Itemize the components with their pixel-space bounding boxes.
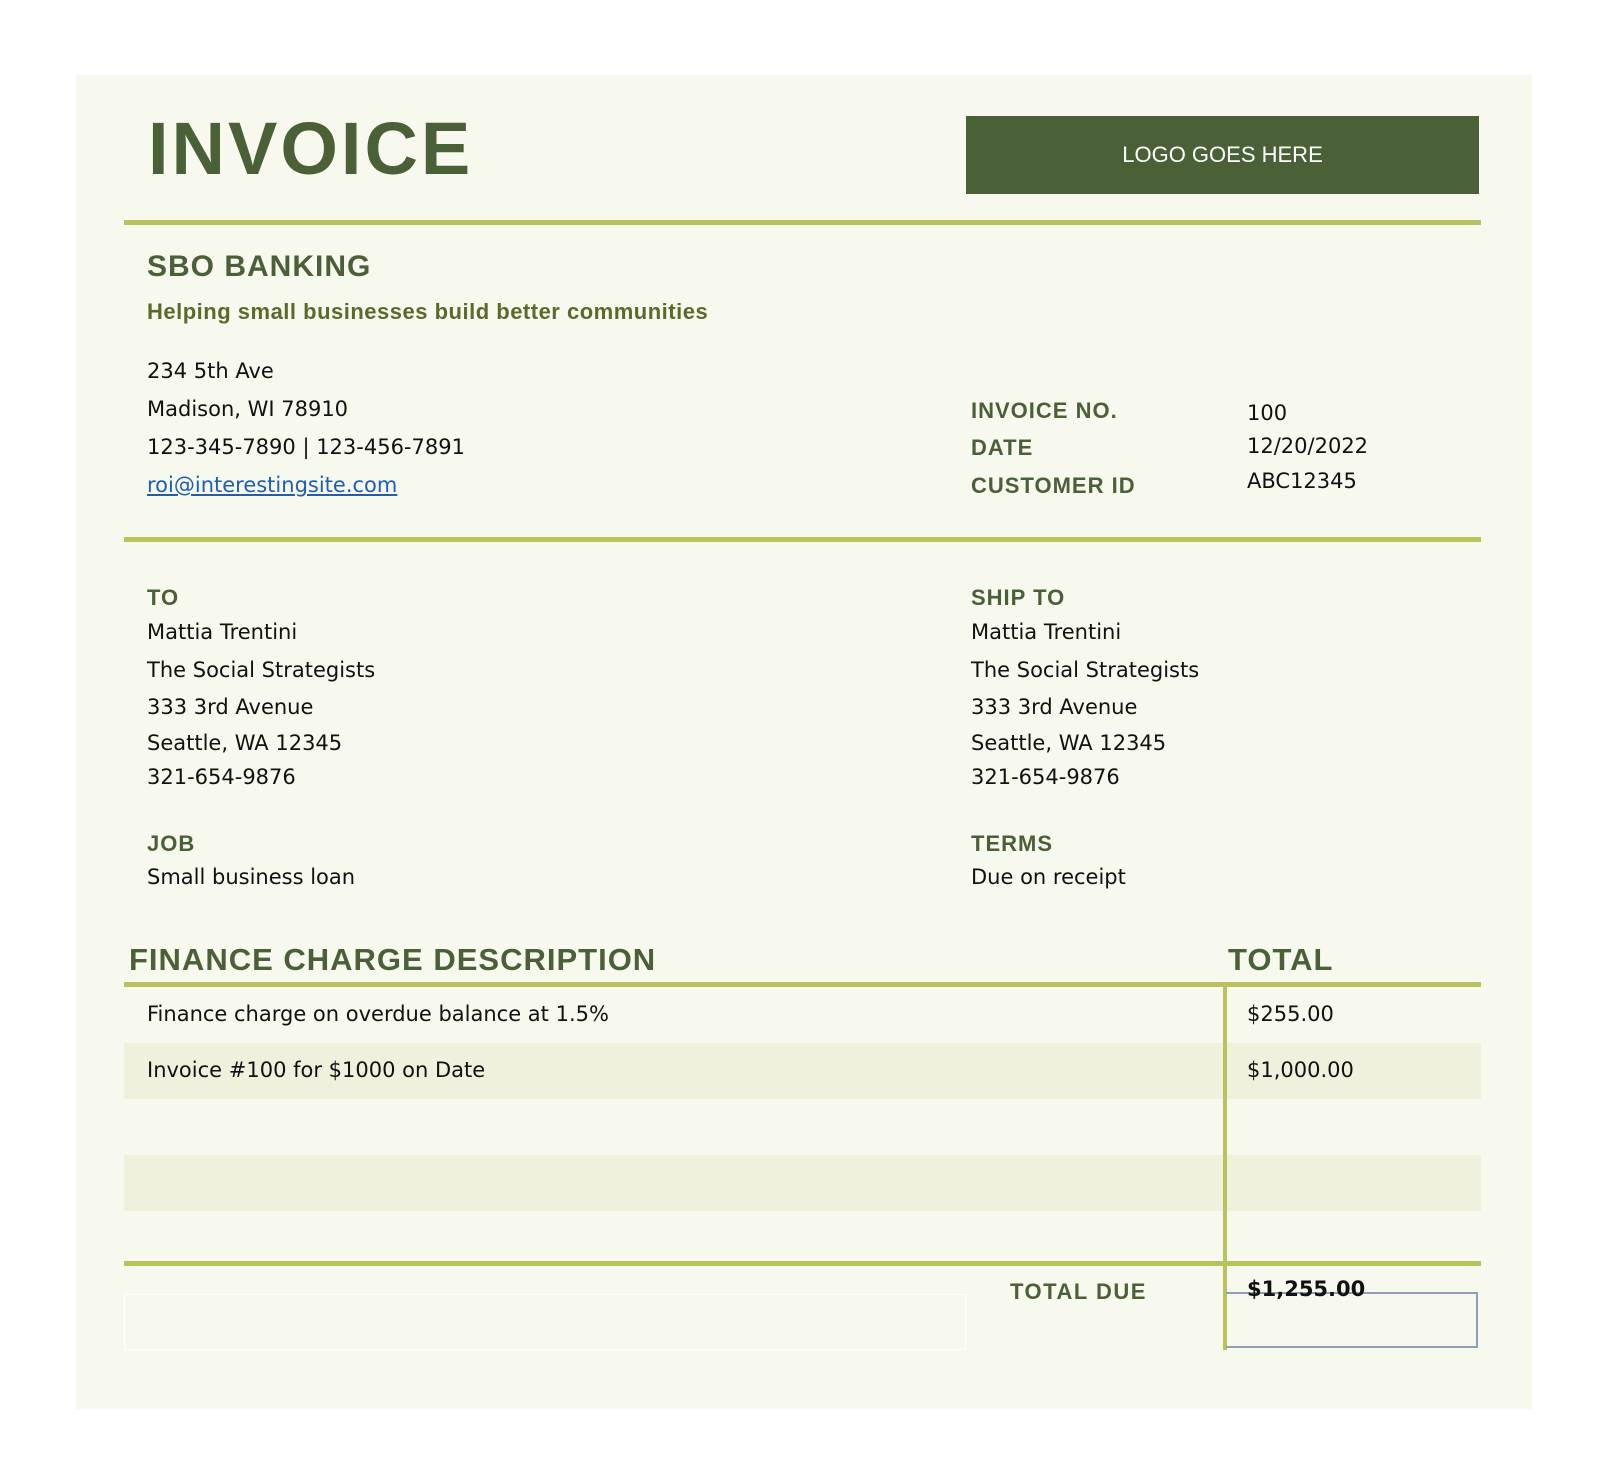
row-description: Invoice #100 for $1000 on Date xyxy=(147,1058,486,1082)
invoice-sheet xyxy=(76,75,1532,1409)
terms-label: TERMS xyxy=(971,831,1053,856)
bill-to-city: Seattle, WA 12345 xyxy=(147,731,343,755)
invoice-title: INVOICE xyxy=(148,107,474,190)
total-due-value: $1,255.00 xyxy=(1247,1277,1366,1301)
ship-to-label: SHIP TO xyxy=(971,585,1066,610)
row-total: $255.00 xyxy=(1247,1002,1334,1026)
address-divider xyxy=(124,537,1481,542)
table-header-rule xyxy=(124,982,1481,987)
ship-to-city: Seattle, WA 12345 xyxy=(971,731,1167,755)
table-footer-rule xyxy=(124,1261,1481,1266)
bill-to-phone: 321-654-9876 xyxy=(147,765,296,789)
ship-to-company: The Social Strategists xyxy=(971,658,1200,682)
invoice-no-value: 100 xyxy=(1247,401,1288,425)
table-row xyxy=(124,1043,1481,1099)
footer-notes-cell xyxy=(124,1294,966,1350)
company-address-line2: Madison, WI 78910 xyxy=(147,397,349,421)
job-label: JOB xyxy=(147,831,196,856)
bill-to-label: TO xyxy=(147,585,180,610)
company-tagline: Helping small businesses build better communities xyxy=(147,299,709,324)
terms-value: Due on receipt xyxy=(971,865,1126,889)
bill-to-company: The Social Strategists xyxy=(147,658,376,682)
logo-placeholder-text: LOGO GOES HERE xyxy=(1122,142,1323,167)
bill-to-street: 333 3rd Avenue xyxy=(147,695,314,719)
total-column-header: TOTAL xyxy=(1228,942,1334,977)
ship-to-phone: 321-654-9876 xyxy=(971,765,1120,789)
company-email-link[interactable]: roi@interestingsite.com xyxy=(147,473,398,497)
description-column-header: FINANCE CHARGE DESCRIPTION xyxy=(129,942,657,977)
header-divider xyxy=(124,220,1481,225)
ship-to-name: Mattia Trentini xyxy=(971,620,1122,644)
row-total: $1,000.00 xyxy=(1247,1058,1354,1082)
row-description: Finance charge on overdue balance at 1.5% xyxy=(147,1002,609,1026)
ship-to-street: 333 3rd Avenue xyxy=(971,695,1138,719)
date-label: DATE xyxy=(971,435,1034,460)
customer-id-value: ABC12345 xyxy=(1247,469,1357,493)
logo-placeholder xyxy=(966,116,1479,194)
job-value: Small business loan xyxy=(147,865,356,889)
total-due-label: TOTAL DUE xyxy=(1010,1279,1147,1304)
company-phones: 123-345-7890 | 123-456-7891 xyxy=(147,435,465,459)
company-address-line1: 234 5th Ave xyxy=(147,359,274,383)
table-row xyxy=(124,1155,1481,1211)
date-value: 12/20/2022 xyxy=(1247,434,1369,458)
table-row xyxy=(124,1099,1481,1155)
invoice-no-label: INVOICE NO. xyxy=(971,398,1118,423)
customer-id-label: CUSTOMER ID xyxy=(971,473,1136,498)
table-row xyxy=(124,1211,1481,1267)
bill-to-name: Mattia Trentini xyxy=(147,620,298,644)
company-name: SBO BANKING xyxy=(147,250,372,283)
table-row xyxy=(124,987,1481,1043)
